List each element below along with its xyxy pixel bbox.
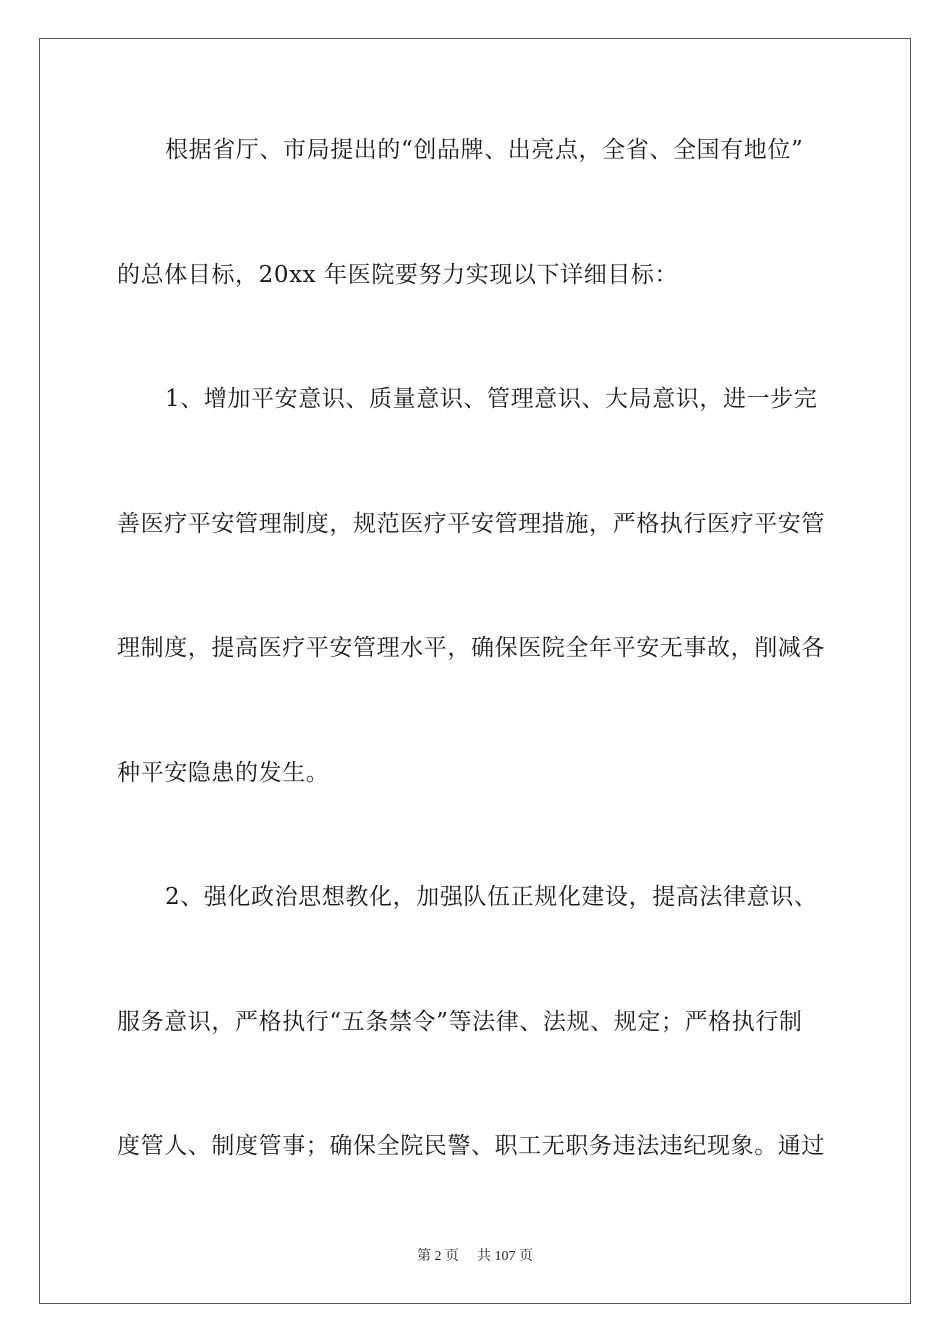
paragraph-line: 种平安隐患的发生。 — [117, 760, 330, 786]
paragraph-line: 2、强化政治思想教化，加强队伍正规化建设，提高法律意识、 — [165, 884, 818, 910]
paragraph-line: 理制度，提高医疗平安管理水平，确保医院全年平安无事故，削减各 — [117, 635, 825, 661]
page-footer — [0, 1245, 950, 1265]
paragraph-line: 根据省厅、市局提出的“创品牌、出亮点，全省、全国有地位” — [165, 137, 804, 163]
page-border — [39, 38, 911, 1304]
paragraph-line: 度管人、制度管事；确保全院民警、职工无职务违法违纪现象。通过 — [117, 1133, 825, 1159]
paragraph-line: 服务意识，严格执行“五条禁令”等法律、法规、规定；严格执行制 — [117, 1009, 803, 1035]
page-total: 共 107 页 — [477, 1249, 533, 1264]
paragraph-line: 1、增加平安意识、质量意识、管理意识、大局意识，进一步完 — [165, 386, 818, 412]
paragraph-line: 的总体目标，20xx 年医院要努力实现以下详细目标： — [117, 262, 679, 288]
paragraph-line: 善医疗平安管理制度，规范医疗平安管理措施，严格执行医疗平安管 — [117, 511, 825, 537]
page-number: 第 2 页 — [417, 1249, 459, 1264]
